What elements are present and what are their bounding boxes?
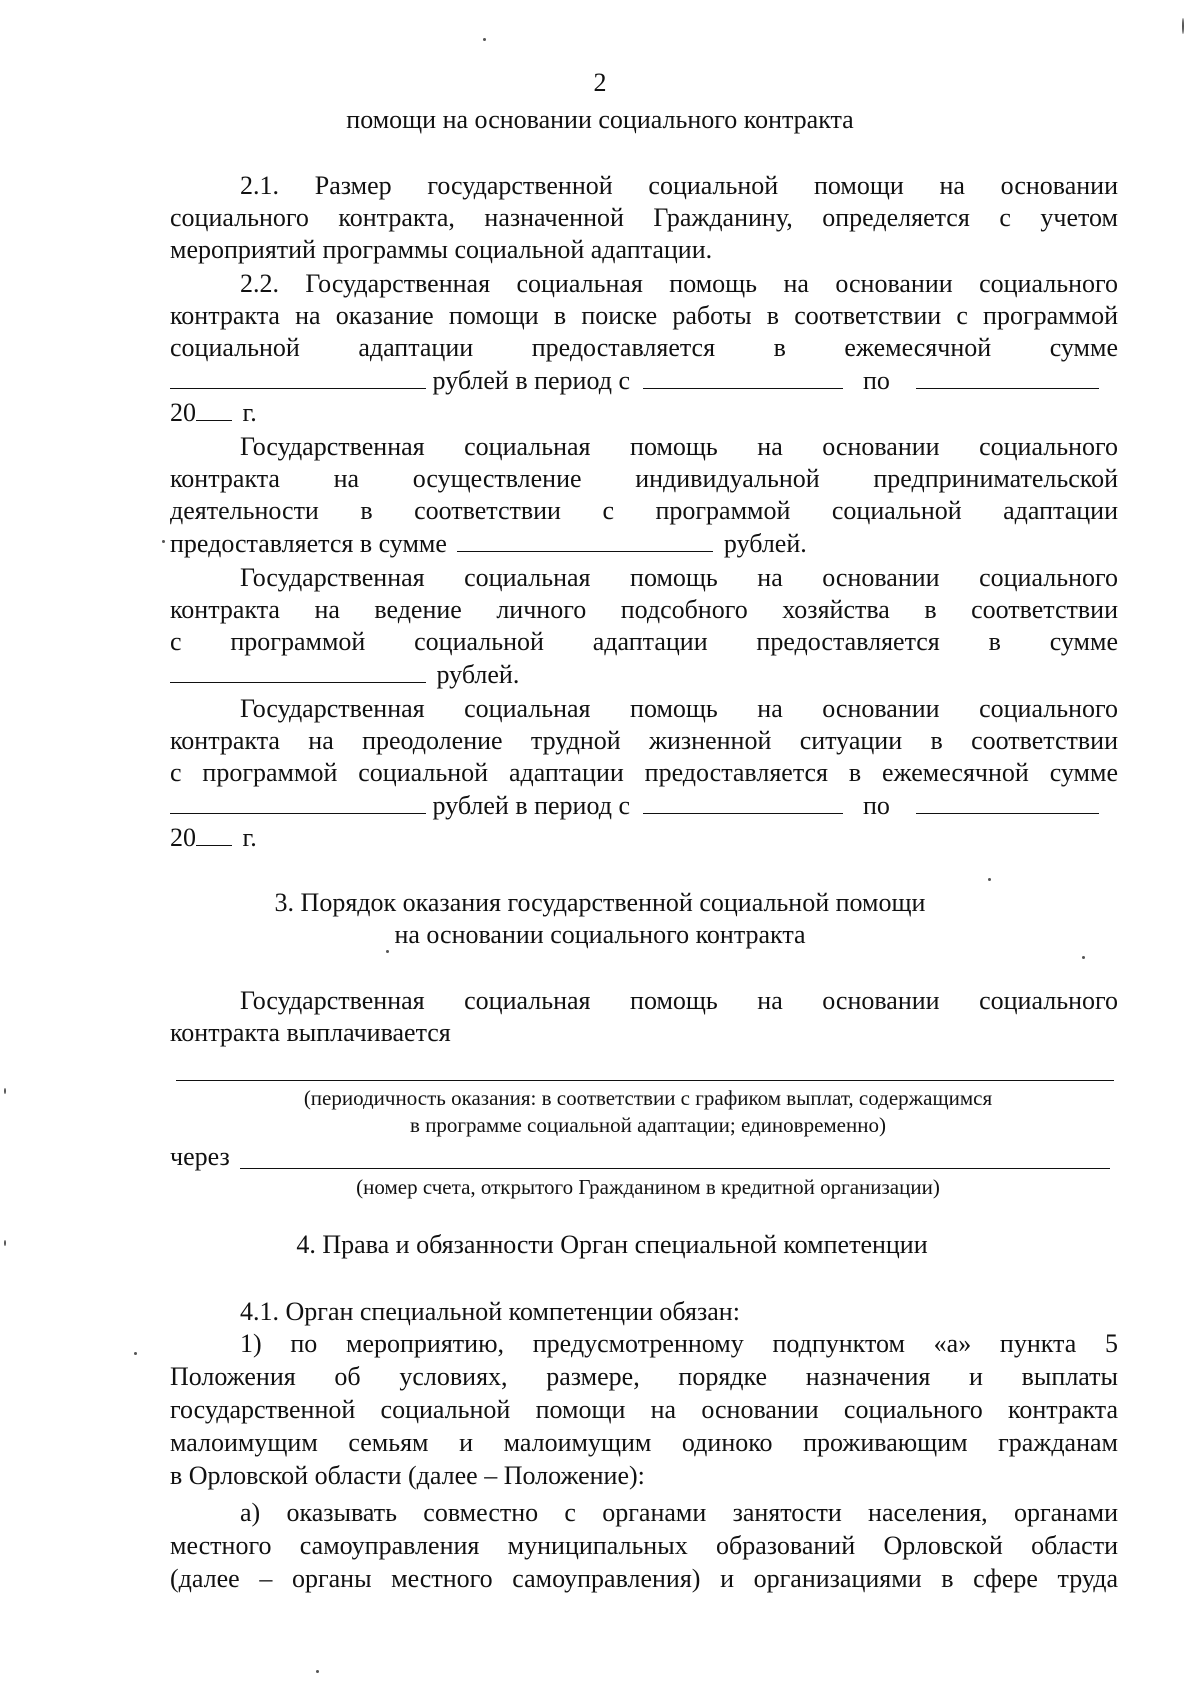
year-suffix: г. [242,398,257,427]
sum-blank[interactable] [170,364,426,389]
item-a-line1: а) оказывать совместно с органами занятости населения, органами [240,1498,1118,1527]
p-ip-line3: деятельности в соответствии с программой социальной адаптации [170,496,1118,525]
scan-speck [4,1240,6,1246]
scan-speck [162,540,165,543]
p-ip-line2: контракта на осуществление индивидуальной предпринимательской [170,464,1118,493]
periodicity-hint-line1: (периодичность оказания: в соответствии с графиком выплат, содержащимся [303,1086,993,1110]
item-a-line2: местного самоуправления муниципальных образований Орловской области [170,1531,1118,1560]
item1-line2: Положения об условиях, размере, порядке назначения и выплаты [170,1362,1118,1391]
item1-line1: 1) по мероприятию, предусмотренному подпунктом «а» пункта 5 [240,1329,1118,1358]
rub-period-text: рублей в период с [432,366,630,395]
section4-title: 4. Права и обязанности Орган специальной компетенции [296,1230,928,1259]
scan-speck [4,1088,6,1094]
section3-para-line2: контракта выплачивается [170,1018,451,1047]
scan-speck [316,1670,319,1673]
item1-line3: государственной социальной помощи на основании социального контракта [170,1395,1118,1424]
year-row-1 [170,396,257,429]
p-tzh-line1: Государственная социальная помощь на основании социального [240,694,1118,723]
item1-line5: в Орловской области (далее – Положение): [170,1461,645,1490]
period-to-blank[interactable] [916,364,1099,389]
po-text: по [863,366,890,395]
p2-2-line2: контракта на оказание помощи в поиске работы в соответствии с программой [170,301,1118,330]
periodicity-blank[interactable] [176,1080,1114,1081]
year-prefix: 20 [170,398,196,427]
p-tzh-line2: контракта на преодоление трудной жизненной ситуации в соответствии [170,726,1118,755]
page-number: 2 [593,68,607,97]
p-lph-line2: контракта на ведение личного подсобного хозяйства в соответствии [170,595,1118,624]
p-lph-line1: Государственная социальная помощь на основании социального [240,563,1118,592]
year-row-2 [170,821,257,854]
tzh-rub-period-text: рублей в период с [432,791,630,820]
scan-speck [1182,18,1184,34]
scan-speck [386,950,389,953]
through-label: через [170,1142,230,1171]
account-hint: (номер счета, открытого Гражданином в кредитной организации) [356,1175,940,1199]
year-suffix-2: г. [242,823,257,852]
ip-sum-blank[interactable] [457,527,713,552]
section3-title-line1: 3. Порядок оказания государственной социальной помощи [274,888,926,917]
p-tzh-line3: с программой социальной адаптации предоставляется в ежемесячной сумме [170,758,1118,787]
scan-speck [134,1352,137,1355]
p-ip-line4 [170,527,807,560]
year-blank[interactable] [196,396,232,421]
tzh-period-to-blank[interactable] [916,789,1099,814]
section3-para-line1: Государственная социальная помощь на основании социального [240,986,1118,1015]
year-prefix-2: 20 [170,823,196,852]
p-tzh-blanks-row [170,789,1118,822]
lph-sum-blank[interactable] [170,658,426,683]
p2-1-line2: социального контракта, назначенной Гражданину, определяется с учетом [170,203,1118,232]
p2-2-blanks-row [170,364,1118,397]
tzh-po-text: по [863,791,890,820]
scan-speck [988,878,991,881]
period-from-blank[interactable] [643,364,843,389]
item-a-line3: (далее – органы местного самоуправления) и организациями в сфере труда [170,1564,1118,1593]
p-ip-rub-text: рублей. [723,529,807,558]
p2-2-line3: социальной адаптации предоставляется в ежемесячной сумме [170,333,1118,362]
header-continuation: помощи на основании социального контракта [346,105,854,134]
account-number-blank[interactable] [240,1168,1110,1169]
tzh-sum-blank[interactable] [170,789,426,814]
scan-speck [483,38,486,41]
p2-1-line1: 2.1. Размер государственной социальной помощи на основании [240,171,1118,200]
p-lph-line3: с программой социальной адаптации предоставляется в сумме [170,627,1118,656]
p-ip-line1: Государственная социальная помощь на основании социального [240,432,1118,461]
p-lph-rub-text: рублей. [436,660,520,689]
p2-1-line3: мероприятий программы социальной адаптации. [170,235,713,264]
section3-title-line2: на основании социального контракта [394,920,806,949]
periodicity-hint-line2: в программе социальной адаптации; единовременно) [410,1113,886,1137]
p2-2-line1: 2.2. Государственная социальная помощь на основании социального [240,269,1118,298]
year-blank-2[interactable] [196,821,232,846]
tzh-period-from-blank[interactable] [643,789,843,814]
p-lph-line4 [170,658,519,691]
p4-1: 4.1. Орган специальной компетенции обязан: [240,1297,740,1326]
p-ip-sum-text: предоставляется в сумме [170,529,447,558]
scan-speck [1082,956,1085,959]
item1-line4: малоимущим семьям и малоимущим одиноко проживающим гражданам [170,1428,1118,1457]
